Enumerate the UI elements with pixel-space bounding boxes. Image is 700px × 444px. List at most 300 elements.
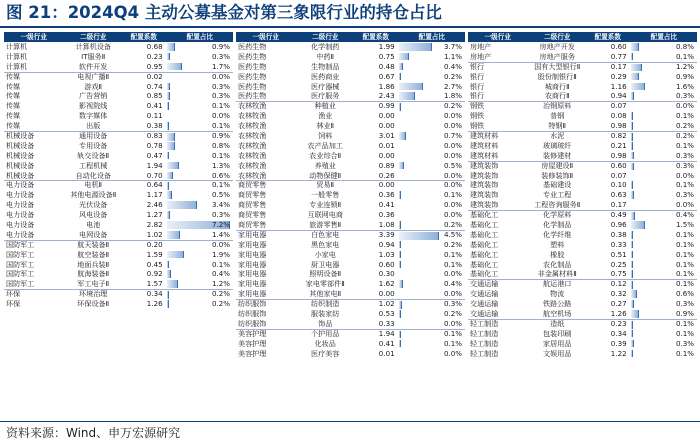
allocation-coefficient: 0.41 bbox=[378, 338, 395, 348]
level2-industry: 游戏Ⅱ bbox=[84, 81, 103, 91]
allocation-coefficient: 0.98 bbox=[610, 150, 627, 160]
allocation-share-cell bbox=[167, 73, 233, 82]
allocation-share-cell bbox=[631, 260, 697, 270]
level2-industry: 医药商业 bbox=[311, 71, 340, 81]
share-bar bbox=[167, 201, 197, 209]
share-bar bbox=[167, 142, 175, 150]
level1-industry: 建筑装饰 bbox=[470, 161, 499, 170]
allocation-coefficient: 0.17 bbox=[610, 61, 627, 71]
share-bar bbox=[167, 231, 180, 239]
allocation-share: 0.3% bbox=[211, 91, 230, 101]
allocation-coefficient: 0.00 bbox=[378, 121, 395, 131]
level1-industry: 建筑装饰 bbox=[470, 200, 499, 210]
level2-industry: 生物制品 bbox=[311, 61, 340, 71]
level2-industry: 城商行Ⅱ bbox=[544, 81, 570, 91]
level2-industry: 基础建设 bbox=[543, 180, 572, 190]
table-panel-middle bbox=[236, 32, 465, 359]
share-bar bbox=[631, 112, 633, 120]
allocation-share-cell bbox=[399, 240, 465, 250]
level1-industry: 美容护理 bbox=[238, 338, 267, 348]
allocation-share-cell bbox=[167, 82, 233, 92]
allocation-coefficient: 0.30 bbox=[378, 269, 395, 279]
allocation-share: 0.1% bbox=[675, 328, 694, 338]
level2-industry: IT服务Ⅱ bbox=[81, 51, 106, 61]
allocation-share: 0.8% bbox=[211, 140, 230, 150]
allocation-share-cell bbox=[631, 63, 697, 72]
header-cell: 二级行业 bbox=[312, 33, 339, 41]
allocation-share: 0.4% bbox=[443, 61, 462, 71]
allocation-share-cell bbox=[399, 260, 465, 270]
share-bar bbox=[167, 152, 169, 160]
level2-industry: 白色家电 bbox=[311, 230, 340, 239]
share-bar bbox=[167, 162, 179, 170]
allocation-share-cell bbox=[631, 309, 697, 319]
title-divider bbox=[0, 26, 700, 28]
allocation-share: 0.2% bbox=[443, 239, 462, 249]
level1-industry: 纺织服饰 bbox=[238, 318, 267, 328]
share-bar bbox=[167, 43, 176, 51]
allocation-share: 0.4% bbox=[443, 279, 462, 289]
level2-industry: 农业综合Ⅱ bbox=[309, 150, 342, 160]
allocation-share-cell bbox=[631, 42, 697, 52]
allocation-share-cell bbox=[167, 171, 233, 181]
allocation-coefficient: 0.75 bbox=[610, 269, 627, 279]
table-row bbox=[468, 72, 697, 82]
level2-industry: 冶钢原料 bbox=[543, 102, 572, 111]
level2-industry: 工程咨询服务Ⅱ bbox=[534, 200, 581, 210]
level2-industry: 一般零售 bbox=[311, 190, 340, 200]
level1-industry: 传媒 bbox=[6, 72, 21, 81]
share-bar bbox=[167, 122, 169, 130]
table-panel-left bbox=[4, 32, 233, 309]
level1-industry: 环保 bbox=[6, 290, 21, 299]
level1-industry: 基础化工 bbox=[470, 259, 499, 269]
level2-industry: 电池 bbox=[86, 220, 101, 230]
level2-industry: 风电设备 bbox=[79, 210, 108, 220]
allocation-coefficient: 0.89 bbox=[378, 160, 395, 170]
share-bar bbox=[399, 191, 401, 199]
allocation-share-cell bbox=[631, 141, 697, 151]
allocation-coefficient: 0.11 bbox=[146, 111, 163, 121]
level1-industry: 房地产 bbox=[470, 51, 492, 61]
level2-industry: 医疗器械 bbox=[311, 81, 340, 91]
allocation-share-cell bbox=[167, 121, 233, 131]
allocation-share: 1.3% bbox=[211, 160, 230, 170]
share-bar bbox=[631, 43, 639, 51]
allocation-share: 0.0% bbox=[675, 200, 694, 210]
allocation-coefficient: 0.01 bbox=[378, 348, 395, 358]
level1-industry: 交通运输 bbox=[470, 309, 499, 319]
level1-industry: 计算机 bbox=[6, 51, 28, 61]
allocation-share: 0.0% bbox=[675, 101, 694, 111]
table-row bbox=[236, 141, 465, 151]
share-bar bbox=[399, 251, 401, 259]
share-bar bbox=[167, 92, 171, 100]
share-bar bbox=[631, 152, 635, 160]
level1-industry: 农林牧渔 bbox=[238, 140, 267, 150]
level1-industry: 钢铁 bbox=[470, 121, 485, 131]
allocation-share: 0.7% bbox=[443, 131, 462, 141]
level2-industry: 中药Ⅱ bbox=[316, 51, 335, 61]
allocation-coefficient: 0.01 bbox=[378, 140, 395, 150]
allocation-share-cell bbox=[399, 91, 465, 101]
level2-industry: 非金属材料Ⅱ bbox=[537, 269, 577, 279]
table-row bbox=[236, 309, 465, 319]
allocation-share: 3.7% bbox=[443, 42, 462, 51]
allocation-share: 0.9% bbox=[211, 42, 230, 51]
allocation-share: 0.1% bbox=[675, 269, 694, 279]
share-bar bbox=[167, 270, 171, 278]
allocation-share-cell bbox=[167, 62, 233, 72]
allocation-coefficient: 0.33 bbox=[610, 239, 627, 249]
share-bar bbox=[631, 350, 633, 358]
table-row bbox=[236, 319, 465, 329]
share-bar bbox=[631, 281, 633, 289]
level1-industry: 轻工制造 bbox=[470, 328, 499, 338]
allocation-share-cell bbox=[631, 162, 697, 171]
allocation-share-cell bbox=[399, 319, 465, 329]
allocation-share: 0.3% bbox=[675, 338, 694, 348]
share-bar bbox=[631, 53, 633, 61]
allocation-share-cell bbox=[167, 290, 233, 299]
level2-industry: 影视院线 bbox=[79, 101, 108, 111]
table-row bbox=[236, 230, 465, 240]
allocation-share: 0.6% bbox=[211, 170, 230, 180]
allocation-coefficient: 1.27 bbox=[146, 210, 163, 220]
level1-industry: 传媒 bbox=[6, 81, 21, 91]
level2-industry: 广告营销 bbox=[79, 91, 108, 101]
allocation-coefficient: 0.45 bbox=[146, 259, 163, 269]
level2-industry: 地面兵装Ⅱ bbox=[77, 259, 110, 269]
level2-industry: 装修建材 bbox=[543, 150, 572, 160]
allocation-coefficient: 0.77 bbox=[610, 51, 627, 61]
allocation-share-cell bbox=[167, 269, 233, 279]
level2-industry: 化学制药 bbox=[311, 42, 340, 51]
level1-industry: 电力设备 bbox=[6, 229, 35, 239]
share-bar bbox=[399, 261, 401, 269]
level2-industry: 房屋建设Ⅱ bbox=[541, 161, 574, 170]
level1-industry: 交通运输 bbox=[470, 299, 499, 309]
share-bar bbox=[631, 261, 633, 269]
allocation-share: 0.2% bbox=[675, 131, 694, 141]
level2-industry: 专业连锁Ⅱ bbox=[309, 200, 342, 210]
table-row bbox=[4, 72, 233, 82]
allocation-coefficient: 0.21 bbox=[610, 140, 627, 150]
table-header bbox=[4, 32, 233, 42]
share-bar bbox=[631, 241, 633, 249]
table-row bbox=[4, 260, 233, 270]
allocation-coefficient: 0.78 bbox=[146, 140, 163, 150]
table-row bbox=[468, 161, 697, 171]
share-bar bbox=[399, 73, 402, 81]
allocation-share: 0.1% bbox=[211, 180, 230, 190]
allocation-share: 0.2% bbox=[443, 71, 462, 81]
allocation-share-cell bbox=[167, 210, 233, 220]
share-bar bbox=[631, 64, 642, 72]
table-row bbox=[4, 240, 233, 250]
level2-industry: 装修装饰Ⅱ bbox=[541, 170, 574, 180]
table-row bbox=[468, 260, 697, 270]
share-bar bbox=[399, 103, 402, 111]
level1-industry: 医药生物 bbox=[238, 71, 267, 81]
table-row bbox=[4, 289, 233, 299]
table-row bbox=[4, 111, 233, 121]
allocation-share-cell bbox=[167, 141, 233, 151]
share-bar bbox=[399, 340, 401, 348]
share-bar bbox=[167, 261, 169, 269]
allocation-share: 0.1% bbox=[443, 190, 462, 200]
header-cell: 配置占比 bbox=[650, 33, 677, 41]
allocation-share-cell bbox=[631, 230, 697, 240]
allocation-coefficient: 0.67 bbox=[378, 71, 395, 81]
allocation-coefficient: 0.38 bbox=[146, 121, 163, 131]
level1-industry: 传媒 bbox=[6, 91, 21, 101]
allocation-share: 0.1% bbox=[675, 180, 694, 190]
level1-industry: 基础化工 bbox=[470, 211, 499, 220]
share-bar bbox=[167, 280, 178, 288]
table-row bbox=[468, 52, 697, 62]
level1-industry: 电力设备 bbox=[6, 220, 35, 230]
share-bar bbox=[167, 300, 170, 308]
allocation-share: 0.1% bbox=[211, 101, 230, 111]
allocation-share-cell bbox=[167, 220, 233, 230]
table-row bbox=[468, 299, 697, 309]
allocation-coefficient: 1.62 bbox=[378, 279, 395, 289]
allocation-share: 0.2% bbox=[443, 309, 462, 319]
level1-industry: 计算机 bbox=[6, 61, 28, 71]
allocation-coefficient: 1.17 bbox=[146, 190, 163, 200]
level1-industry: 传媒 bbox=[6, 101, 21, 111]
level2-industry: 动物保健Ⅱ bbox=[309, 170, 342, 180]
level2-industry: 电机Ⅱ bbox=[84, 181, 103, 190]
level2-industry: 专业工程 bbox=[543, 190, 572, 200]
level1-industry: 电力设备 bbox=[6, 210, 35, 220]
level1-industry: 商贸零售 bbox=[238, 210, 267, 220]
share-bar bbox=[631, 270, 633, 278]
allocation-coefficient: 0.00 bbox=[378, 150, 395, 160]
table-row bbox=[236, 289, 465, 299]
level2-industry: 自动化设备 bbox=[75, 170, 111, 180]
allocation-share-cell bbox=[631, 132, 697, 141]
allocation-share: 0.0% bbox=[443, 289, 462, 299]
allocation-coefficient: 0.83 bbox=[146, 131, 163, 141]
level2-industry: 水泥 bbox=[550, 132, 565, 141]
level1-industry: 环保 bbox=[6, 299, 21, 309]
share-bar bbox=[399, 232, 439, 240]
table-row bbox=[236, 52, 465, 62]
level2-industry: 饲料 bbox=[318, 131, 333, 141]
level1-industry: 医药生物 bbox=[238, 42, 267, 51]
table-row bbox=[4, 180, 233, 190]
allocation-coefficient: 0.34 bbox=[610, 328, 627, 338]
table-row bbox=[4, 151, 233, 161]
level2-industry: 农化制品 bbox=[543, 259, 572, 269]
allocation-share: 0.5% bbox=[211, 190, 230, 200]
allocation-coefficient: 1.26 bbox=[146, 299, 163, 309]
allocation-share: 0.0% bbox=[443, 111, 462, 121]
share-bar bbox=[399, 310, 402, 318]
table-row bbox=[236, 250, 465, 260]
table-row bbox=[468, 210, 697, 220]
level2-industry: 股份制银行Ⅱ bbox=[537, 71, 577, 81]
allocation-share: 0.0% bbox=[211, 71, 230, 81]
allocation-share-cell bbox=[167, 91, 233, 101]
allocation-share: 2.7% bbox=[443, 81, 462, 91]
header-cell: 配置系数 bbox=[362, 33, 389, 41]
allocation-coefficient: 0.48 bbox=[378, 61, 395, 71]
allocation-share: 0.1% bbox=[675, 259, 694, 269]
level1-industry: 国防军工 bbox=[6, 279, 35, 289]
allocation-share: 1.5% bbox=[675, 220, 694, 230]
allocation-share: 0.3% bbox=[675, 299, 694, 309]
allocation-coefficient: 0.99 bbox=[378, 101, 395, 111]
allocation-share-cell bbox=[167, 132, 233, 141]
table-row bbox=[236, 62, 465, 72]
allocation-share-cell bbox=[399, 339, 465, 349]
allocation-coefficient: 1.94 bbox=[378, 328, 395, 338]
share-bar bbox=[631, 212, 635, 220]
allocation-share-cell bbox=[631, 349, 697, 359]
level1-industry: 纺织服饰 bbox=[238, 309, 267, 319]
allocation-coefficient: 0.41 bbox=[146, 101, 163, 111]
source-note: 资料来源：Wind、申万宏源研究 bbox=[6, 426, 181, 440]
allocation-coefficient: 0.32 bbox=[610, 289, 627, 299]
level1-industry: 机械设备 bbox=[6, 132, 35, 141]
allocation-share: 0.2% bbox=[675, 121, 694, 131]
allocation-coefficient: 0.63 bbox=[610, 190, 627, 200]
table-row bbox=[4, 52, 233, 62]
level1-industry: 计算机 bbox=[6, 42, 28, 51]
level1-industry: 家用电器 bbox=[238, 289, 267, 299]
share-bar bbox=[399, 83, 423, 91]
level2-industry: 软件开发 bbox=[79, 61, 108, 71]
level2-industry: 黑色家电 bbox=[311, 239, 340, 249]
allocation-share: 0.1% bbox=[675, 111, 694, 121]
share-bar bbox=[631, 340, 635, 348]
allocation-coefficient: 0.41 bbox=[378, 200, 395, 210]
allocation-share: 0.3% bbox=[675, 160, 694, 170]
level1-industry: 基础化工 bbox=[470, 229, 499, 239]
allocation-share: 0.1% bbox=[443, 338, 462, 348]
allocation-coefficient: 1.26 bbox=[610, 309, 627, 319]
allocation-share-cell bbox=[399, 309, 465, 319]
table-row bbox=[4, 269, 233, 279]
level1-industry: 农林牧渔 bbox=[238, 102, 267, 111]
allocation-coefficient: 2.82 bbox=[146, 220, 163, 230]
level1-industry: 国防军工 bbox=[6, 240, 35, 249]
level2-industry: 普钢 bbox=[550, 111, 565, 121]
table-row bbox=[468, 180, 697, 190]
allocation-share: 0.3% bbox=[211, 51, 230, 61]
level2-industry: 数字媒体 bbox=[79, 111, 108, 121]
table-row bbox=[4, 171, 233, 181]
allocation-coefficient: 0.92 bbox=[146, 269, 163, 279]
allocation-share: 0.1% bbox=[675, 51, 694, 61]
allocation-coefficient: 0.53 bbox=[378, 309, 395, 319]
share-bar bbox=[631, 251, 633, 259]
allocation-share: 0.0% bbox=[443, 210, 462, 220]
allocation-coefficient: 0.96 bbox=[610, 220, 627, 230]
level1-industry: 钢铁 bbox=[470, 111, 485, 121]
share-bar bbox=[167, 191, 172, 199]
allocation-share-cell bbox=[631, 171, 697, 181]
allocation-coefficient: 0.94 bbox=[378, 239, 395, 249]
table-row bbox=[236, 339, 465, 349]
table-row bbox=[4, 82, 233, 92]
allocation-share-cell bbox=[631, 320, 697, 329]
share-bar bbox=[631, 191, 635, 199]
allocation-share-cell bbox=[399, 349, 465, 359]
level1-industry: 基础化工 bbox=[470, 239, 499, 249]
level1-industry: 银行 bbox=[470, 62, 485, 71]
allocation-coefficient: 0.98 bbox=[610, 121, 627, 131]
table-row bbox=[468, 171, 697, 181]
share-bar bbox=[399, 63, 403, 71]
allocation-share-cell bbox=[631, 240, 697, 250]
allocation-share-cell bbox=[631, 72, 697, 82]
allocation-coefficient: 0.20 bbox=[146, 239, 163, 249]
table-row bbox=[4, 190, 233, 200]
level2-industry: 航海装备Ⅱ bbox=[77, 269, 110, 279]
share-bar bbox=[631, 221, 645, 229]
allocation-coefficient: 0.39 bbox=[610, 338, 627, 348]
table-row bbox=[4, 91, 233, 101]
table-panel-right bbox=[468, 32, 697, 359]
level1-industry: 机械设备 bbox=[6, 170, 35, 180]
allocation-share-cell bbox=[631, 151, 697, 161]
table-row bbox=[4, 42, 233, 52]
table-row bbox=[4, 220, 233, 230]
level1-industry: 银行 bbox=[470, 71, 485, 81]
level1-industry: 农林牧渔 bbox=[238, 111, 267, 121]
level2-industry: 房地产开发 bbox=[539, 42, 575, 51]
share-bar bbox=[399, 92, 416, 100]
table-row bbox=[236, 72, 465, 82]
header-cell: 配置系数 bbox=[594, 33, 621, 41]
allocation-share-cell bbox=[631, 250, 697, 260]
header-cell: 一级行业 bbox=[252, 33, 279, 41]
share-bar bbox=[399, 43, 432, 51]
allocation-share-cell bbox=[631, 180, 697, 190]
allocation-coefficient: 0.08 bbox=[610, 111, 627, 121]
table-header bbox=[236, 32, 465, 42]
share-bar bbox=[631, 321, 633, 329]
share-bar bbox=[631, 310, 640, 318]
allocation-share: 0.9% bbox=[211, 131, 230, 141]
allocation-share: 0.3% bbox=[675, 190, 694, 200]
allocation-coefficient: 0.82 bbox=[610, 131, 627, 141]
level1-industry: 建筑材料 bbox=[470, 150, 499, 160]
level2-industry: 电网设备 bbox=[79, 229, 108, 239]
table-row bbox=[4, 250, 233, 260]
table-row bbox=[236, 240, 465, 250]
share-bar bbox=[399, 280, 403, 288]
allocation-share: 0.0% bbox=[443, 348, 462, 358]
allocation-coefficient: 0.17 bbox=[610, 200, 627, 210]
level2-industry: 出版 bbox=[86, 121, 101, 131]
level2-industry: 化学原料 bbox=[543, 211, 572, 220]
allocation-share-cell bbox=[631, 200, 697, 210]
share-bar bbox=[631, 92, 635, 100]
level2-industry: 小家电 bbox=[314, 249, 336, 259]
level2-industry: 包装印刷 bbox=[543, 328, 572, 338]
table-row bbox=[4, 200, 233, 210]
table-row bbox=[468, 339, 697, 349]
allocation-share-cell bbox=[631, 82, 697, 92]
level2-industry: 航空装备Ⅱ bbox=[77, 249, 110, 259]
allocation-coefficient: 1.22 bbox=[610, 348, 627, 358]
level2-industry: 航运港口 bbox=[543, 280, 572, 289]
